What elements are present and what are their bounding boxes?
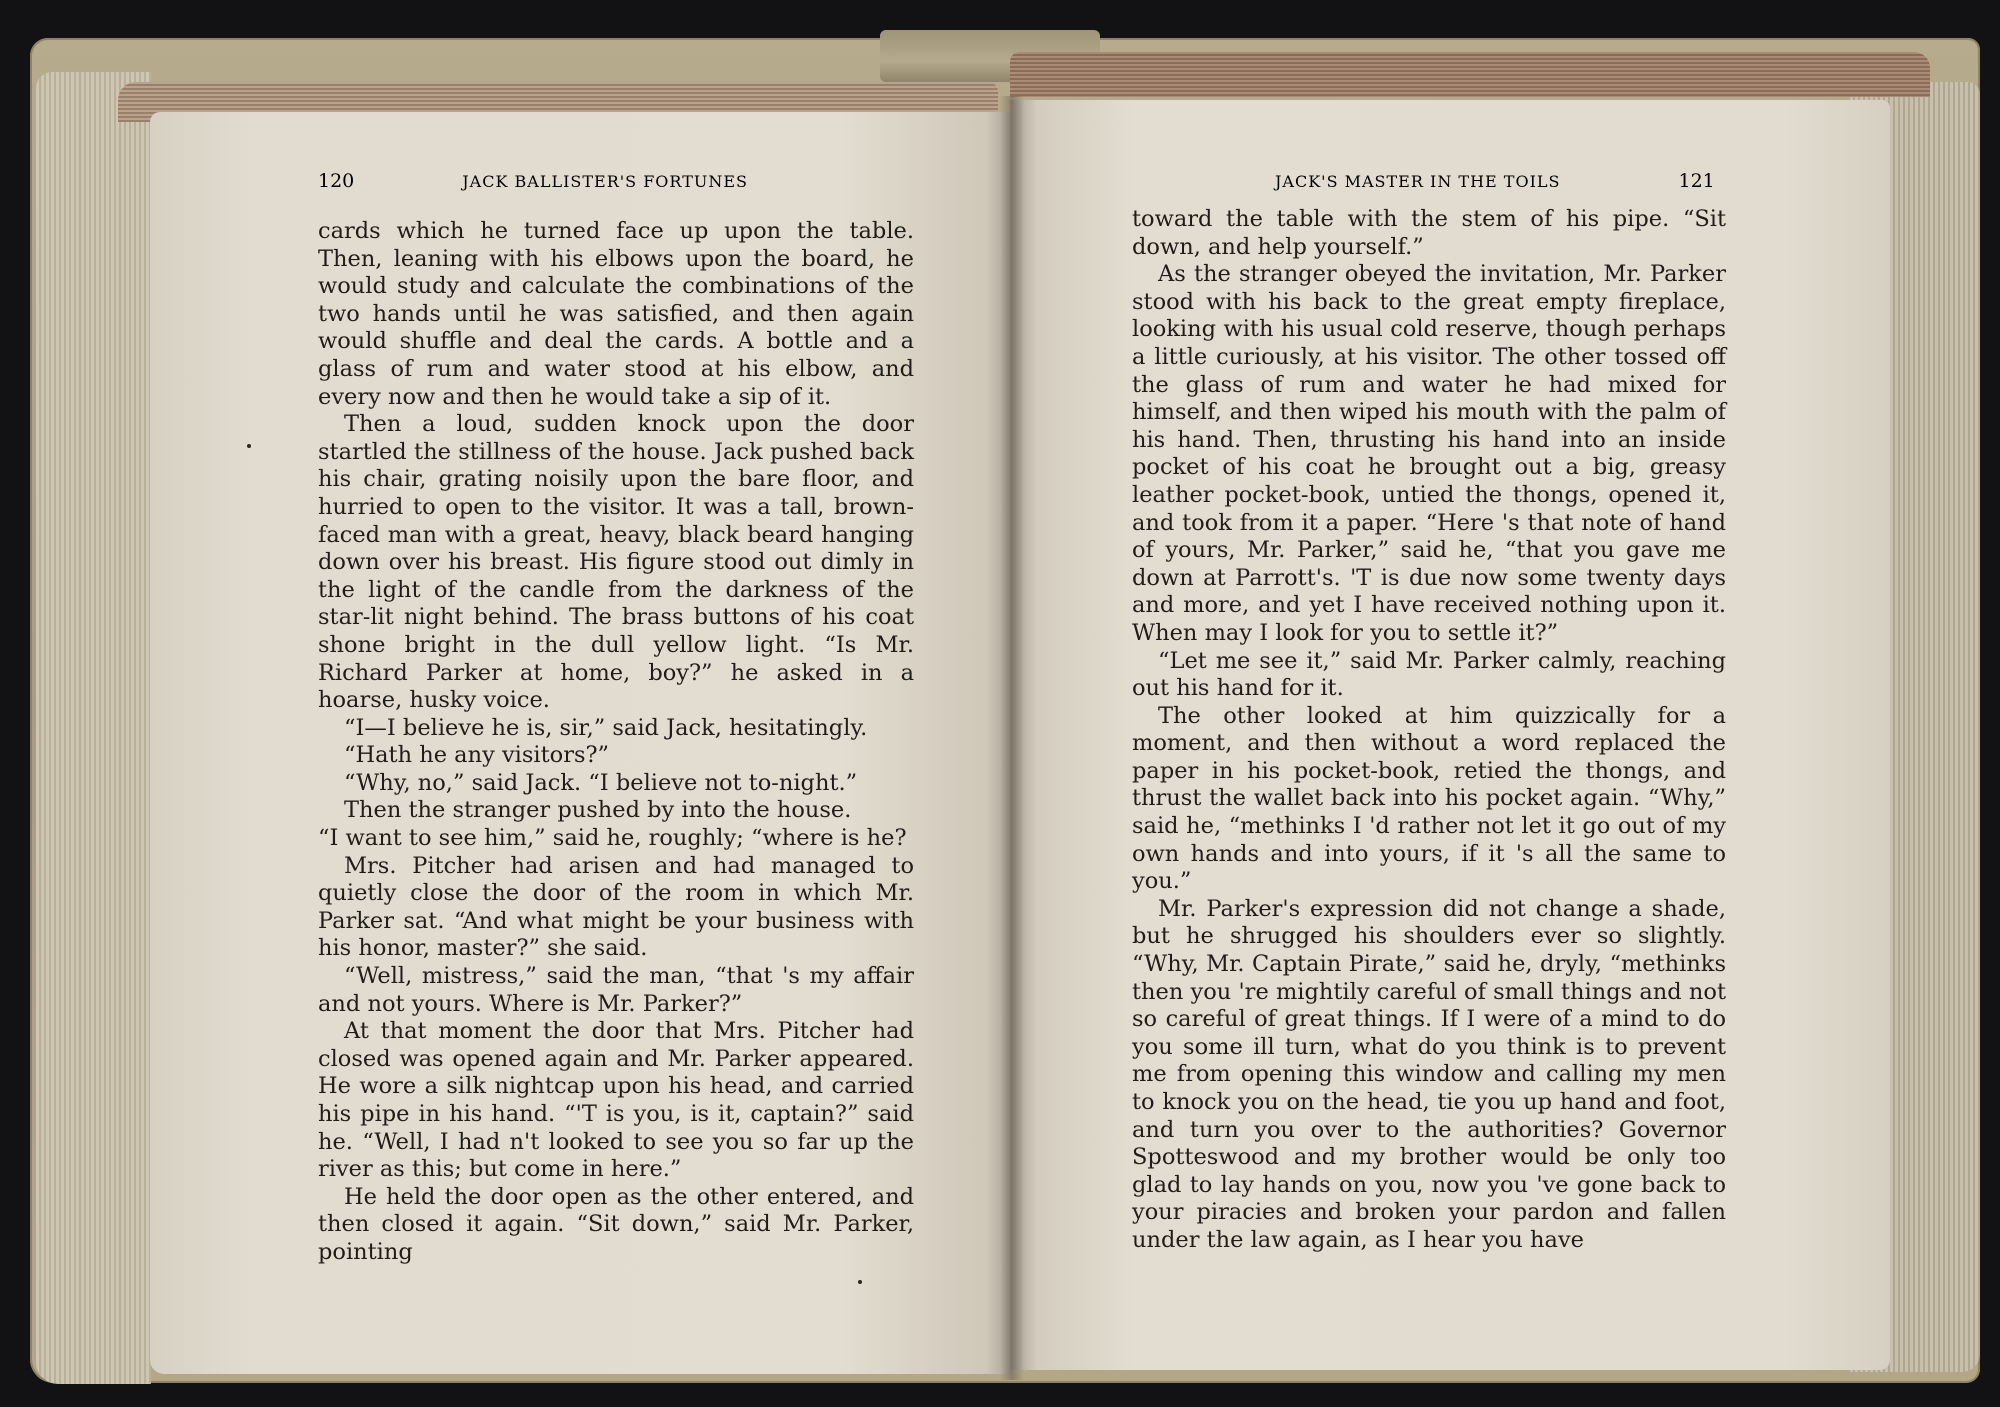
- paragraph: Then the stranger pushed by into the house.: [344, 797, 852, 824]
- right-page-number: 121: [1678, 170, 1715, 192]
- left-page-number: 120: [318, 170, 355, 192]
- paragraph: “Well, mistress,” said the man, “that 's my affair and not yours. Where is Mr. Parker?”: [318, 963, 914, 1017]
- right-top-edges: [1010, 52, 1930, 97]
- paragraph: “Hath he any visitors?”: [344, 742, 610, 769]
- left-page-text: [318, 218, 914, 1267]
- paragraph: “I—I believe he is, sir,” said Jack, hesitatingly.: [344, 714, 868, 741]
- paragraph: Then a loud, sudden knock upon the door startled the stillness of the house. Jack pushed back his chair, grating noisily upon the bare floor, and hurried to open to the visitor. It was a tall, brown-faced man with a great, heavy, black beard hanging down over his breast. His figure stood out dimly in the light of the candle from the darkness of the star-lit night behind. The brass buttons of his coat shone bright in the dull yellow light. “Is Mr. Richard Parker at home, boy?” he asked in a hoarse, husky voice.: [318, 411, 914, 714]
- page-speck: [858, 1280, 862, 1284]
- paragraph: “Why, no,” said Jack. “I believe not to-night.”: [344, 769, 858, 796]
- paragraph: He held the door open as the other entered, and then closed it again. “Sit down,” said Mr. Parker, pointing: [318, 1183, 914, 1265]
- page-speck: [247, 444, 251, 448]
- paragraph: “I want to see him,” said he, roughly; “where is he?: [318, 825, 907, 852]
- paragraph: “Let me see it,” said Mr. Parker calmly, reaching out his hand for it.: [1132, 647, 1726, 702]
- right-running-head: [1275, 170, 1725, 200]
- paragraph: As the stranger obeyed the invitation, Mr. Parker stood with his back to the great empty fireplace, looking with his usual cold reserve, though perhaps a little curiously, at his visitor. The other tossed off the glass of rum and water he had mixed for himself, and then wiped his mouth with the palm of his hand. Then, thrusting his hand into an inside pocket of his coat he brought out a big, greasy leather pocket-book, untied the thongs, opened it, and took from it a paper. “Here 's that note of hand of yours, Mr. Parker,” said he, “that you gave me down at Parrott's. 'T is due now some twenty days and more, and yet I have received nothing upon it. When may I look for you to settle it?”: [1132, 261, 1726, 646]
- paragraph: toward the table with the stem of his pipe. “Sit down, and help yourself.”: [1132, 206, 1726, 260]
- left-running-title: JACK BALLISTER'S FORTUNES: [462, 172, 748, 191]
- paragraph: Mrs. Pitcher had arisen and had managed to quietly close the door of the room in which Mr. Parker sat. “And what might be your business with his honor, master?” she said.: [318, 852, 914, 962]
- left-page-edges: [36, 72, 151, 1384]
- left-running-head: [318, 170, 758, 200]
- paragraph: At that moment the door that Mrs. Pitcher had closed was opened again and Mr. Parker appeared. He wore a silk nightcap upon his head, and carried his pipe in his hand. “'T is you, is it, captain?” said he. “Well, I had n't looked to see you so far up the river as this; but come in here.”: [318, 1018, 914, 1183]
- right-page-text: [1132, 206, 1726, 1255]
- paragraph: The other looked at him quizzically for a moment, and then without a word replaced the paper in his pocket-book, retied the thongs, and thrust the wallet back into his pocket again. “Why,” said he, “methinks I 'd rather not let it go out of my own hands and into yours, if it 's all the same to you.”: [1132, 702, 1726, 895]
- right-running-title: JACK'S MASTER IN THE TOILS: [1275, 172, 1561, 191]
- paragraph: Mr. Parker's expression did not change a shade, but he shrugged his shoulders ever so slightly. “Why, Mr. Captain Pirate,” said he, dryly, “methinks then you 're mightily careful of small things and not so careful of great things. If I were of a mind to do you some ill turn, what do you think is to prevent me from opening this window and calling my men to knock you on the head, tie you up hand and foot, and turn you over to the authorities? Governor Spotteswood and my brother would be only too glad to lay hands on you, now you 've gone back to your piracies and broken your pardon and fallen under the law again, as I hear you have: [1132, 895, 1726, 1253]
- book-gutter: [1000, 96, 1024, 1380]
- paragraph: cards which he turned face up upon the table. Then, leaning with his elbows upon the board, he would study and calculate the combinations of the two hands until he was satisfied, and then again would shuffle and deal the cards. A bottle and a glass of rum and water stood at his elbow, and every now and then he would take a sip of it.: [318, 218, 914, 410]
